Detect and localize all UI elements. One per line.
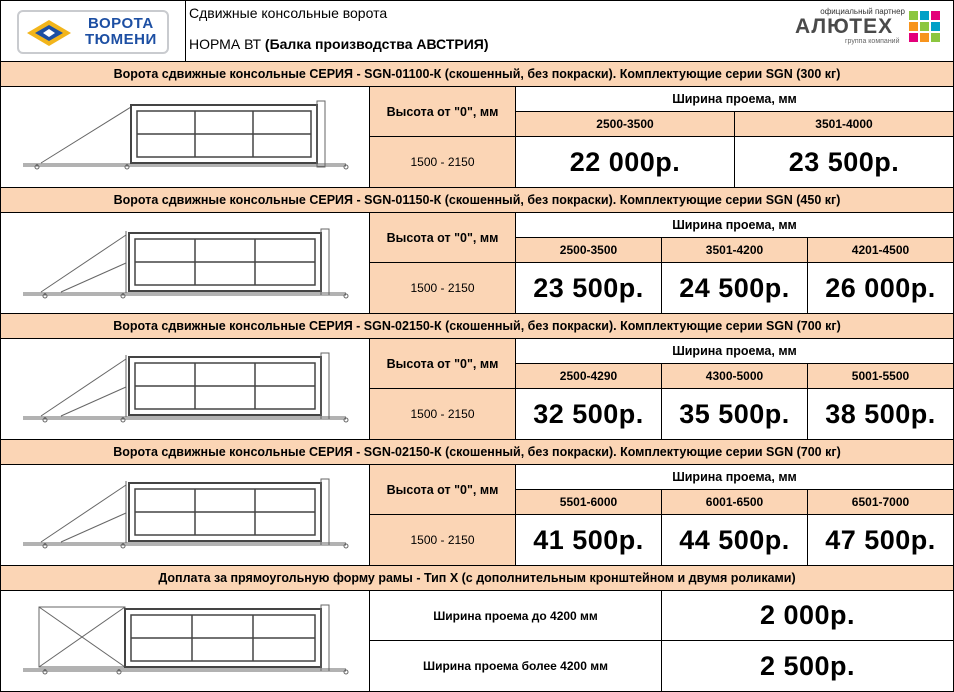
partner-logo [795,7,945,55]
width-label: Ширина проема, мм [672,92,797,106]
price: 32 500р. [533,398,644,429]
width-range: 6501-7000 [851,495,910,509]
logo-line2: ТЮМЕНИ [85,31,157,48]
subtitle-bold: (Балка производства АВСТРИЯ) [264,36,489,52]
width-range: 2500-3500 [596,117,654,131]
series-1-gate-drawing [1,87,370,187]
height-label-cell [370,465,516,515]
width-range-cell [662,238,808,263]
price: 2 500р. [759,650,856,681]
partner-name: АЛЮТЕХ [795,15,894,38]
price: 47 500р. [825,524,936,555]
series-1-row [1,87,953,188]
price: 2 000р. [759,600,856,630]
height-label: Высота от "0", мм [386,104,499,119]
price: 23 500р. [533,272,644,303]
width-range: 4300-5000 [705,369,764,383]
extra-row [1,591,953,691]
price-cell [516,263,662,313]
price: 26 000р. [825,272,936,303]
page-subtitle [189,36,489,52]
width-range: 4201-4500 [851,243,910,257]
rectangular-gate-icon [1,591,369,691]
height-label-cell [370,213,516,263]
series-4-row [1,465,953,566]
partner-caption: официальный партнер [820,7,905,16]
cantilever-gate-icon [1,213,369,313]
width-label-cell [516,213,953,238]
height-label-cell [370,87,516,137]
price-cell [735,137,953,187]
width-range-cell [516,112,735,137]
width-range: 3501-4000 [815,117,873,131]
cantilever-gate-icon [1,87,369,187]
width-label-cell [516,465,953,490]
cantilever-gate-icon [1,465,369,565]
width-range-cell [516,238,662,263]
height-range-cell [370,263,516,313]
price-cell [808,515,953,565]
width-range-cell [516,490,662,515]
series-3-gate-drawing [1,339,370,439]
price-cell [808,263,953,313]
price: 41 500р. [533,524,644,555]
width-range-cell [735,112,953,137]
price-cell [662,263,808,313]
logo-line1: ВОРОТА [88,15,154,32]
series-2-title: Ворота сдвижные консольные СЕРИЯ - SGN-01150-К (скошенный, без покраски). Комплектующие серии SGN (450 кг) [1,188,953,213]
alutech-mark-icon [907,9,941,43]
width-range: 2500-3500 [559,243,618,257]
width-range-cell [808,364,953,389]
extra-title: Доплата за прямоугольную форму рамы - Тип Х (с дополнительным кронштейном и двумя роликами) [1,566,953,591]
width-label-cell [516,87,953,112]
price-cell [516,389,662,439]
header [1,1,953,62]
extra-price-cell [662,641,953,691]
width-label-cell [516,339,953,364]
cantilever-gate-icon [1,339,369,439]
height-range: 1500 - 2150 [410,155,475,169]
width-range-cell [662,364,808,389]
series-4-gate-drawing [1,465,370,565]
extra-gate-drawing [1,591,370,691]
height-label: Высота от "0", мм [386,356,499,371]
price-cell [808,389,953,439]
width-range: 5501-6000 [559,495,618,509]
height-range: 1500 - 2150 [410,281,475,295]
height-label: Высота от "0", мм [386,482,499,497]
series-3-title: Ворота сдвижные консольные СЕРИЯ - SGN-02150-К (скошенный, без покраски). Комплектующие серии SGN (700 кг) [1,314,953,339]
price: 23 500р. [788,146,900,177]
partner-group: группа компаний [845,38,900,45]
height-label-cell [370,339,516,389]
width-label: Ширина проема, мм [672,344,797,358]
vorota-tyumeni-logo [17,10,169,54]
series-2-gate-drawing [1,213,370,313]
width-range: 6001-6500 [705,495,764,509]
price-cell [516,137,735,187]
price-cell [662,389,808,439]
subtitle-prefix: НОРМА ВТ [189,36,265,52]
page-title: Сдвижные консольные ворота [189,5,388,21]
series-1-title: Ворота сдвижные консольные СЕРИЯ - SGN-01100-К (скошенный, без покраски). Комплектующие серии SGN (300 кг) [1,62,953,87]
width-range: 5001-5500 [851,369,910,383]
height-range-cell [370,515,516,565]
extra-price-cell [662,591,953,641]
width-label: Ширина проема, мм [672,218,797,232]
extra-label-cell [370,591,662,641]
price: 44 500р. [679,524,790,555]
height-range-cell [370,137,516,187]
price: 35 500р. [679,398,790,429]
price-cell [662,515,808,565]
logo-text [85,16,157,48]
height-range-cell [370,389,516,439]
height-label: Высота от "0", мм [386,230,499,245]
width-label: Ширина проема, мм [672,470,797,484]
extra-label-cell [370,641,662,691]
width-range: 3501-4200 [705,243,764,257]
width-range-cell [516,364,662,389]
price: 22 000р. [569,146,681,177]
extra-label: Ширина проема до 4200 мм [433,608,598,623]
width-range-cell [808,490,953,515]
extra-label: Ширина проема более 4200 мм [423,659,608,673]
series-3-row [1,339,953,440]
logo-diamond-icon [25,18,75,48]
height-range: 1500 - 2150 [410,533,475,547]
series-2-row [1,213,953,314]
width-range-cell [662,490,808,515]
price-cell [516,515,662,565]
price: 38 500р. [825,398,936,429]
width-range: 2500-4290 [559,369,618,383]
logo-cell [1,1,186,61]
price: 24 500р. [679,272,790,303]
series-4-title: Ворота сдвижные консольные СЕРИЯ - SGN-02150-К (скошенный, без покраски). Комплектующие серии SGN (700 кг) [1,440,953,465]
width-range-cell [808,238,953,263]
height-range: 1500 - 2150 [410,407,475,421]
